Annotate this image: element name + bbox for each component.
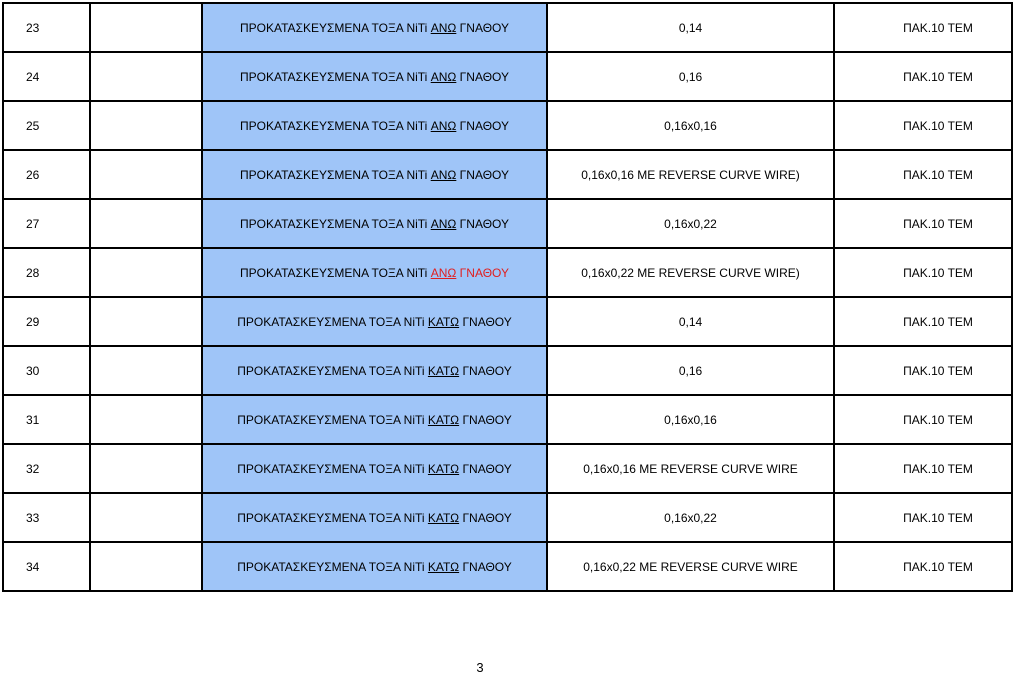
description-cell [202, 52, 547, 101]
description-suffix: ΓΝΑΘΟΥ [459, 510, 512, 525]
empty-cell [90, 199, 202, 248]
description-prefix: ΠΡΟΚΑΤΑΣΚΕΥΣΜΕΝΑ ΤΟΞΑ NiTi [237, 559, 428, 574]
pack-cell: ΠΑΚ.10 ΤΕΜ [834, 52, 1012, 101]
description-prefix: ΠΡΟΚΑΤΑΣΚΕΥΣΜΕΝΑ ΤΟΞΑ NiTi [237, 510, 428, 525]
description-cell [202, 346, 547, 395]
page-number: 3 [476, 660, 484, 675]
row-number: 24 [3, 52, 90, 101]
spec-cell: 0,16x0,22 ΜΕ REVERSE CURVE WIRE) [547, 248, 834, 297]
spec-cell: 0,16x0,16 [547, 101, 834, 150]
empty-cell [90, 101, 202, 150]
jaw-label: ΑΝΩ [430, 118, 457, 133]
jaw-label: ΚΑΤΩ [427, 559, 460, 574]
description-cell [202, 3, 547, 52]
description-cell [202, 444, 547, 493]
description-prefix: ΠΡΟΚΑΤΑΣΚΕΥΣΜΕΝΑ ΤΟΞΑ NiTi [237, 412, 428, 427]
description-suffix: ΓΝΑΘΟΥ [459, 461, 512, 476]
description-prefix: ΠΡΟΚΑΤΑΣΚΕΥΣΜΕΝΑ ΤΟΞΑ NiTi [237, 461, 428, 476]
description-suffix: ΓΝΑΘΟΥ [456, 216, 509, 231]
row-number: 26 [3, 150, 90, 199]
table-row [3, 444, 1012, 493]
description-prefix: ΠΡΟΚΑΤΑΣΚΕΥΣΜΕΝΑ ΤΟΞΑ NiTi [237, 363, 428, 378]
empty-cell [90, 3, 202, 52]
description-prefix: ΠΡΟΚΑΤΑΣΚΕΥΣΜΕΝΑ ΤΟΞΑ NiTi [240, 167, 431, 182]
description-suffix: ΓΝΑΘΟΥ [459, 314, 512, 329]
jaw-label: ΑΝΩ [430, 69, 457, 84]
description-cell [202, 248, 547, 297]
table-row [3, 101, 1012, 150]
row-number: 30 [3, 346, 90, 395]
spec-cell: 0,16 [547, 346, 834, 395]
description-prefix: ΠΡΟΚΑΤΑΣΚΕΥΣΜΕΝΑ ΤΟΞΑ NiTi [240, 69, 431, 84]
pack-cell: ΠΑΚ.10 ΤΕΜ [834, 199, 1012, 248]
pack-cell: ΠΑΚ.10 ΤΕΜ [834, 3, 1012, 52]
row-number: 28 [3, 248, 90, 297]
table-row [3, 150, 1012, 199]
empty-cell [90, 52, 202, 101]
empty-cell [90, 248, 202, 297]
description-cell [202, 101, 547, 150]
description-cell [202, 493, 547, 542]
pack-cell: ΠΑΚ.10 ΤΕΜ [834, 542, 1012, 591]
description-prefix: ΠΡΟΚΑΤΑΣΚΕΥΣΜΕΝΑ ΤΟΞΑ NiTi [240, 216, 431, 231]
table-row [3, 297, 1012, 346]
empty-cell [90, 150, 202, 199]
description-prefix: ΠΡΟΚΑΤΑΣΚΕΥΣΜΕΝΑ ΤΟΞΑ NiTi [240, 118, 431, 133]
description-prefix: ΠΡΟΚΑΤΑΣΚΕΥΣΜΕΝΑ ΤΟΞΑ NiTi [240, 20, 431, 35]
jaw-label: ΚΑΤΩ [427, 363, 460, 378]
pack-cell: ΠΑΚ.10 ΤΕΜ [834, 248, 1012, 297]
row-number: 32 [3, 444, 90, 493]
description-prefix: ΠΡΟΚΑΤΑΣΚΕΥΣΜΕΝΑ ΤΟΞΑ NiTi [240, 265, 431, 280]
jaw-label: ΚΑΤΩ [427, 461, 460, 476]
jaw-label: ΑΝΩ [430, 20, 457, 35]
empty-cell [90, 346, 202, 395]
description-cell [202, 395, 547, 444]
spec-cell: 0,16x0,22 ΜΕ REVERSE CURVE WIRE [547, 542, 834, 591]
spec-cell: 0,16x0,22 [547, 199, 834, 248]
row-number: 25 [3, 101, 90, 150]
spec-cell: 0,16x0,16 [547, 395, 834, 444]
table-row [3, 346, 1012, 395]
jaw-label: ΚΑΤΩ [427, 412, 460, 427]
row-number: 23 [3, 3, 90, 52]
table-row [3, 542, 1012, 591]
spec-cell: 0,16 [547, 52, 834, 101]
row-number: 33 [3, 493, 90, 542]
spec-cell: 0,16x0,22 [547, 493, 834, 542]
row-number: 34 [3, 542, 90, 591]
table-row [3, 199, 1012, 248]
jaw-label-highlighted: ΑΝΩ [430, 265, 457, 280]
empty-cell [90, 297, 202, 346]
row-number: 27 [3, 199, 90, 248]
pack-cell: ΠΑΚ.10 ΤΕΜ [834, 150, 1012, 199]
empty-cell [90, 542, 202, 591]
description-prefix: ΠΡΟΚΑΤΑΣΚΕΥΣΜΕΝΑ ΤΟΞΑ NiTi [237, 314, 428, 329]
pack-cell: ΠΑΚ.10 ΤΕΜ [834, 395, 1012, 444]
pack-cell: ΠΑΚ.10 ΤΕΜ [834, 101, 1012, 150]
row-number: 29 [3, 297, 90, 346]
table-row [3, 493, 1012, 542]
description-suffix: ΓΝΑΘΟΥ [459, 412, 512, 427]
table-row [3, 395, 1012, 444]
jaw-label: ΑΝΩ [430, 216, 457, 231]
product-table [2, 2, 1013, 592]
description-suffix: ΓΝΑΘΟΥ [459, 559, 512, 574]
empty-cell [90, 395, 202, 444]
spec-cell: 0,16x0,16 ΜΕ REVERSE CURVE WIRE) [547, 150, 834, 199]
description-suffix-highlighted: ΓΝΑΘΟΥ [456, 265, 509, 280]
description-suffix: ΓΝΑΘΟΥ [456, 118, 509, 133]
spec-cell: 0,14 [547, 297, 834, 346]
spec-cell: 0,14 [547, 3, 834, 52]
pack-cell: ΠΑΚ.10 ΤΕΜ [834, 346, 1012, 395]
description-cell [202, 297, 547, 346]
pack-cell: ΠΑΚ.10 ΤΕΜ [834, 297, 1012, 346]
pack-cell: ΠΑΚ.10 ΤΕΜ [834, 493, 1012, 542]
pack-cell: ΠΑΚ.10 ΤΕΜ [834, 444, 1012, 493]
description-suffix: ΓΝΑΘΟΥ [456, 20, 509, 35]
jaw-label: ΚΑΤΩ [427, 314, 460, 329]
spec-cell: 0,16x0,16 ΜΕ REVERSE CURVE WIRE [547, 444, 834, 493]
table-row [3, 248, 1012, 297]
description-suffix: ΓΝΑΘΟΥ [459, 363, 512, 378]
description-cell [202, 542, 547, 591]
description-cell [202, 150, 547, 199]
description-cell [202, 199, 547, 248]
empty-cell [90, 493, 202, 542]
row-number: 31 [3, 395, 90, 444]
jaw-label: ΑΝΩ [430, 167, 457, 182]
empty-cell [90, 444, 202, 493]
description-suffix: ΓΝΑΘΟΥ [456, 69, 509, 84]
description-suffix: ΓΝΑΘΟΥ [456, 167, 509, 182]
table-row [3, 3, 1012, 52]
jaw-label: ΚΑΤΩ [427, 510, 460, 525]
table-row [3, 52, 1012, 101]
